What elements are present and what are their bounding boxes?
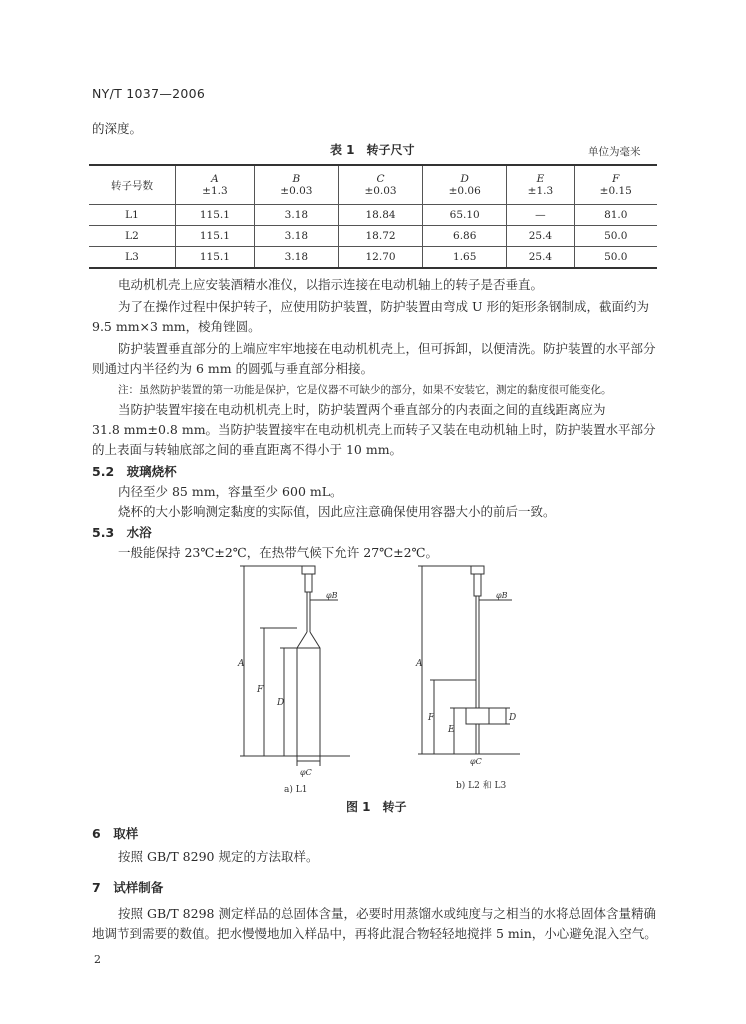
rotor-size-table — [89, 164, 657, 269]
table-cell: 115.1 — [176, 205, 255, 226]
page-number: 2 — [94, 953, 101, 966]
section-5-3-heading: 5.3 水浴 — [92, 525, 152, 540]
subfigure-b-label: b) L2 和 L3 — [456, 781, 507, 791]
table-cell: 18.84 — [338, 205, 422, 226]
intro-text: 的深度。 — [92, 121, 143, 136]
standard-code-header: NY/T 1037—2006 — [92, 86, 206, 101]
table-unit: 单位为毫米 — [588, 146, 641, 158]
dim-d-label: D — [277, 698, 285, 708]
table-cell: 25.4 — [507, 226, 574, 247]
section-5-2-text-1: 内径至少 85 mm，容量至少 600 mL。 — [118, 484, 343, 499]
table-cell: 81.0 — [574, 205, 657, 226]
para-guard-4: 则通过内半径约为 6 mm 的圆弧与垂直部分相接。 — [92, 361, 374, 376]
dim-e-label-b: E — [448, 725, 455, 735]
section-7-text-2: 地调节到需要的数值。把水慢慢地加入样品中，再将此混合物轻轻地搅拌 5 min，小心避免混入空气。 — [92, 926, 657, 941]
para-guard-1: 为了在操作过程中保护转子，应使用防护装置，防护装置由弯成 U 形的矩形条钢制成，截面约为 — [118, 299, 649, 314]
section-6-heading: 6 取样 — [92, 826, 139, 841]
table-row — [89, 226, 657, 247]
section-5-3-text: 一般能保持 23℃±2℃，在热带气候下允许 27℃±2℃。 — [118, 545, 439, 560]
figure-caption: 图 1 转子 — [346, 800, 407, 814]
table-cell: 6.86 — [423, 226, 507, 247]
table-cell: L3 — [89, 247, 176, 269]
guard-note: 注：虽然防护装置的第一功能是保护，它是仪器不可缺少的部分，如果不安装它，测定的黏度很可能变化。 — [118, 384, 612, 396]
para-level: 电动机机壳上应安装酒精水准仪，以指示连接在电动机轴上的转子是否垂直。 — [118, 277, 544, 292]
col-header-c: C ±0.03 — [338, 165, 422, 205]
table-cell: 3.18 — [254, 205, 338, 226]
dim-c-label: φC — [300, 768, 312, 777]
table-cell: 1.65 — [423, 247, 507, 269]
subfigure-a-label: a) L1 — [284, 785, 308, 795]
dim-a-label: A — [238, 659, 245, 669]
dim-b-label-b: φB — [496, 591, 508, 600]
table-cell: 12.70 — [338, 247, 422, 269]
dim-d-label-b: D — [509, 713, 517, 723]
table-cell: 3.18 — [254, 247, 338, 269]
dim-c-label-b: φC — [470, 757, 482, 766]
para-guard-3: 防护装置垂直部分的上端应牢牢地接在电动机机壳上，但可拆卸，以便清洗。防护装置的水平部分 — [118, 341, 656, 356]
col-header-b: B ±0.03 — [254, 165, 338, 205]
para-guard-6: 31.8 mm±0.8 mm。当防护装置接牢在电动机机壳上而转子又装在电动机轴上时，防护装置水平部分 — [92, 422, 656, 437]
table-cell: 115.1 — [176, 247, 255, 269]
table-cell: L1 — [89, 205, 176, 226]
dim-f-label: F — [257, 685, 264, 695]
table-cell: — — [507, 205, 574, 226]
section-5-2-text-2: 烧杯的大小影响测定黏度的实际值，因此应注意确保使用容器大小的前后一致。 — [118, 504, 556, 519]
table-cell: 18.72 — [338, 226, 422, 247]
para-guard-7: 的上表面与转轴底部之间的垂直距离不得小于 10 mm。 — [92, 442, 403, 457]
section-5-2-heading: 5.2 玻璃烧杯 — [92, 464, 177, 479]
section-7-text-1: 按照 GB/T 8298 测定样品的总固体含量，必要时用蒸馏水或纯度与之相当的水将总固体含量精确 — [118, 906, 656, 921]
table-cell: 50.0 — [574, 247, 657, 269]
table-cell: 25.4 — [507, 247, 574, 269]
table-header-row — [89, 165, 657, 205]
col-header-a: A ±1.3 — [176, 165, 255, 205]
col-header-e: E ±1.3 — [507, 165, 574, 205]
dim-f-label-b: F — [428, 713, 435, 723]
section-7-heading: 7 试样制备 — [92, 880, 164, 895]
table-row — [89, 205, 657, 226]
table-cell: 3.18 — [254, 226, 338, 247]
table-cell: 115.1 — [176, 226, 255, 247]
table-cell: L2 — [89, 226, 176, 247]
table-cell: 50.0 — [574, 226, 657, 247]
table-cell: 65.10 — [423, 205, 507, 226]
table-title: 表 1 转子尺寸 — [330, 143, 415, 157]
col-header-f: F ±0.15 — [574, 165, 657, 205]
para-guard-2: 9.5 mm×3 mm，棱角锉圆。 — [92, 319, 261, 334]
dim-a-label-b: A — [416, 659, 423, 669]
col-header-d: D ±0.06 — [423, 165, 507, 205]
section-6-text: 按照 GB/T 8290 规定的方法取样。 — [118, 849, 319, 864]
col-header-rotor: 转子号数 — [89, 165, 176, 205]
para-guard-5: 当防护装置牢接在电动机机壳上时，防护装置两个垂直部分的内表面之间的直线距离应为 — [118, 402, 606, 417]
dim-b-label: φB — [326, 591, 338, 600]
table-row — [89, 247, 657, 269]
rotor-figure — [220, 560, 540, 800]
